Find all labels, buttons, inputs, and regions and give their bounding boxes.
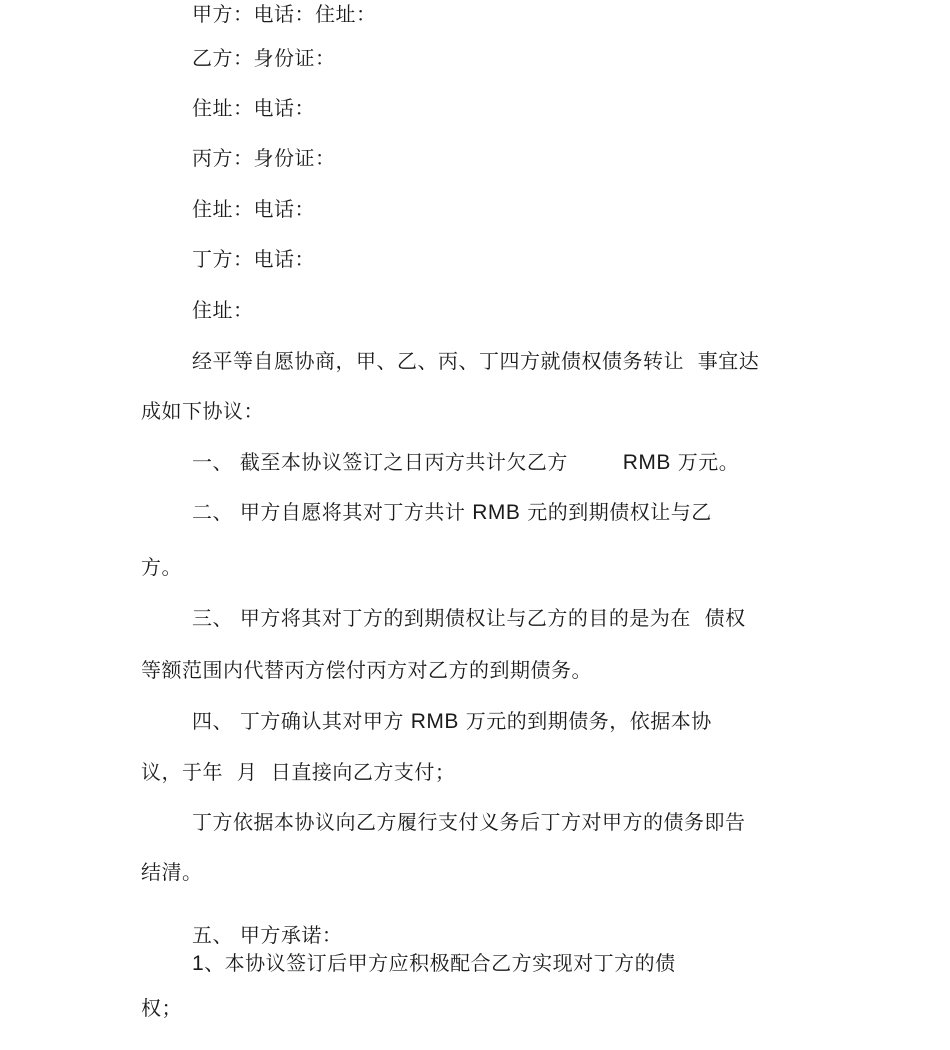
party-d-address: 住址： [192, 298, 254, 322]
clause-3-line-1: 三、 甲方将其对丁方的到期债权让与乙方的目的是为在 债权 [192, 606, 746, 630]
clause-2-line-2: 方。 [141, 555, 182, 579]
clause-4-line-1: 四、 丁方确认其对甲方 RMB 万元的到期债务，依据本协 [192, 709, 712, 733]
clause-5-item-1-line-1: 1、本协议签订后甲方应积极配合乙方实现对丁方的债 [192, 951, 676, 975]
clause-5-heading: 五、 甲方承诺： [192, 923, 343, 947]
clause-1: 一、 截至本协议签订之日丙方共计欠乙方 RMB 万元。 [192, 450, 740, 474]
party-a-info: 甲方：电话：住址： [192, 2, 377, 26]
party-b-id: 乙方：身份证： [192, 46, 336, 70]
party-c-address: 住址：电话： [192, 197, 315, 221]
party-b-address: 住址：电话： [192, 96, 315, 120]
clause-4-line-2: 议，于年 月 日直接向乙方支付； [141, 760, 456, 784]
party-c-id: 丙方：身份证： [192, 146, 336, 170]
settlement-line-2: 结清。 [141, 860, 203, 884]
settlement-line-1: 丁方依据本协议向乙方履行支付义务后丁方对甲方的债务即告 [192, 810, 746, 834]
clause-2-line-1: 二、 甲方自愿将其对丁方共计 RMB 元的到期债权让与乙 [192, 500, 712, 524]
preamble-line-1: 经平等自愿协商，甲、乙、丙、丁四方就债权债务转让 事宜达 [192, 349, 760, 373]
party-d-phone: 丁方：电话： [192, 247, 315, 271]
clause-3-line-2: 等额范围内代替丙方偿付丙方对乙方的到期债务。 [141, 658, 592, 682]
preamble-line-2: 成如下协议： [141, 399, 264, 423]
clause-5-item-1-line-2: 权； [141, 996, 182, 1020]
